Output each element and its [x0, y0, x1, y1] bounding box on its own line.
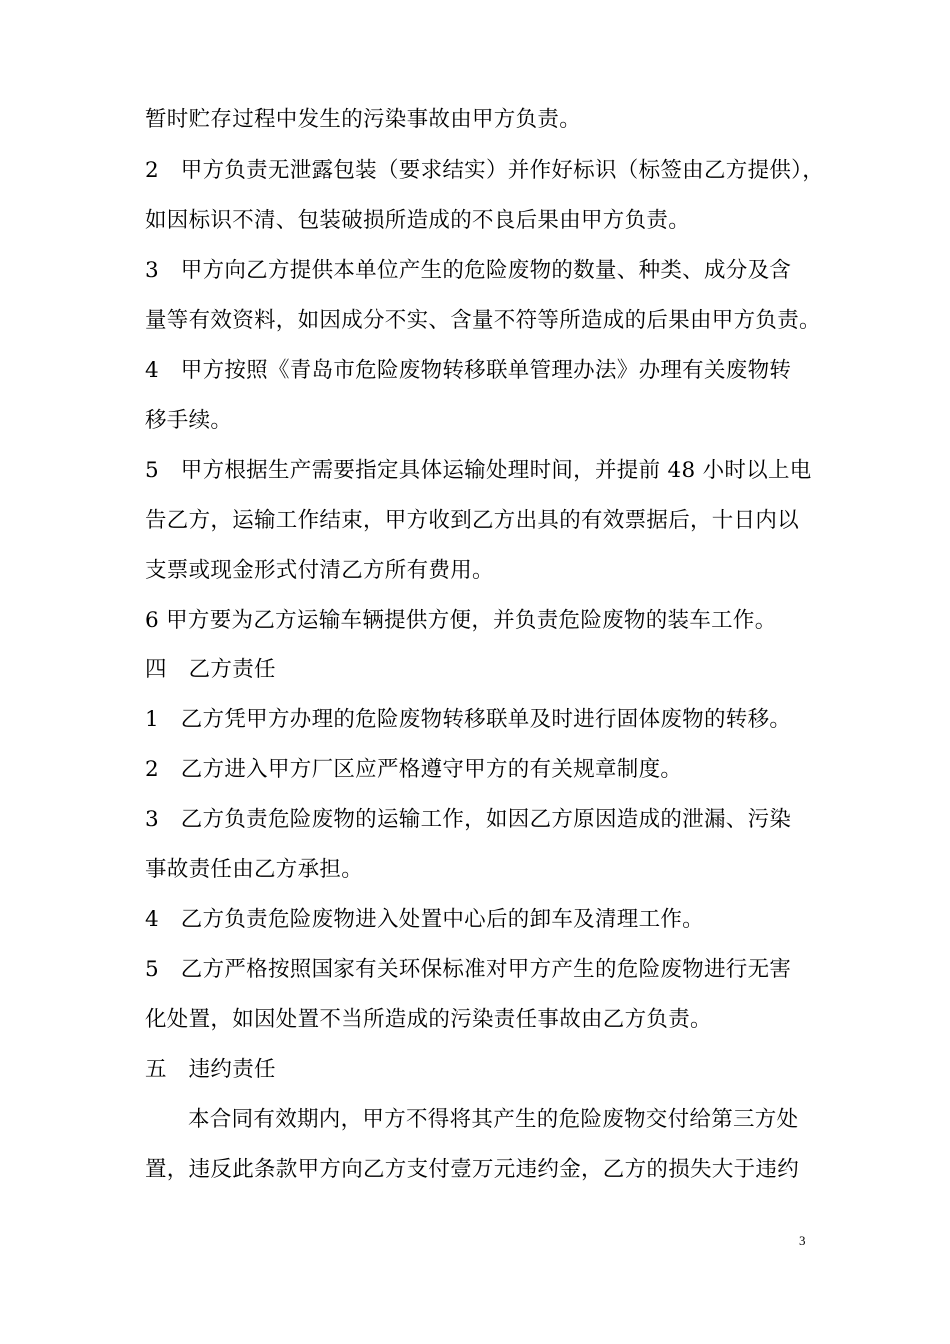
- text-line: 事故责任由乙方承担。: [145, 857, 364, 882]
- text-line: 4 乙方负责危险废物进入处置中心后的卸车及清理工作。: [145, 907, 704, 932]
- text-line: 化处置，如因处置不当所造成的污染责任事故由乙方负责。: [145, 1007, 712, 1032]
- text-line: 1 乙方凭甲方办理的危险废物转移联单及时进行固体废物的转移。: [145, 707, 792, 732]
- text-line: 告乙方，运输工作结束，甲方收到乙方出具的有效票据后，十日内以: [145, 508, 800, 533]
- text-line: 3 甲方向乙方提供本单位产生的危险废物的数量、种类、成分及含: [145, 258, 792, 283]
- text-line: 如因标识不清、包装破损所造成的不良后果由甲方负责。: [145, 208, 691, 233]
- page-number: 3: [799, 1233, 806, 1248]
- text-line: 6 甲方要为乙方运输车辆提供方便，并负责危险废物的装车工作。: [145, 608, 777, 633]
- section-heading: 五 违约责任: [145, 1057, 276, 1082]
- text-line: 置，违反此条款甲方向乙方支付壹万元违约金，乙方的损失大于违约: [145, 1157, 800, 1182]
- text-line: 2 甲方负责无泄露包装（要求结实）并作好标识（标签由乙方提供），: [145, 158, 825, 183]
- text-line: 4 甲方按照《青岛市危险废物转移联单管理办法》办理有关废物转: [145, 358, 792, 383]
- text-line: 本合同有效期内，甲方不得将其产生的危险废物交付给第三方处: [188, 1107, 799, 1132]
- text-line: 5 乙方严格按照国家有关环保标准对甲方产生的危险废物进行无害: [145, 957, 792, 982]
- text-line: 支票或现金形式付清乙方所有费用。: [145, 558, 494, 583]
- text-line: 暂时贮存过程中发生的污染事故由甲方负责。: [145, 107, 582, 132]
- text-line: 量等有效资料，如因成分不实、含量不符等所造成的后果由甲方负责。: [145, 308, 821, 333]
- text-line: 2 乙方进入甲方厂区应严格遵守甲方的有关规章制度。: [145, 757, 683, 782]
- section-heading: 四 乙方责任: [145, 657, 276, 682]
- text-line: 移手续。: [145, 408, 233, 433]
- text-line: 5 甲方根据生产需要指定具体运输处理时间，并提前 48 小时以上电: [145, 458, 812, 483]
- text-line: 3 乙方负责危险废物的运输工作，如因乙方原因造成的泄漏、污染: [145, 807, 792, 832]
